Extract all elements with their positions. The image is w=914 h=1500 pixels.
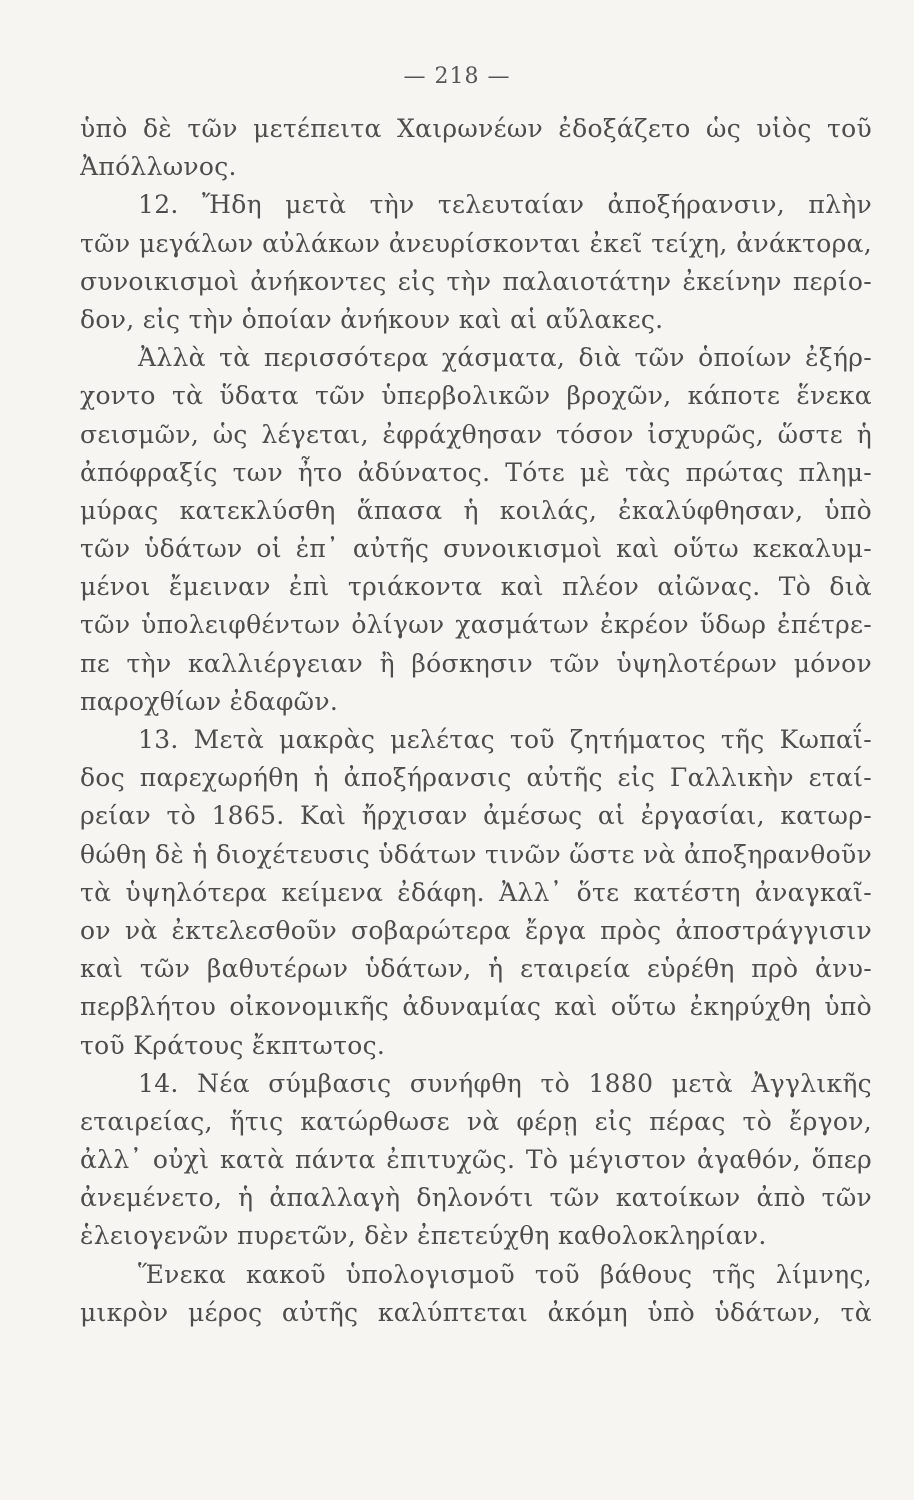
- text-line: τῶν ὑδάτων οἱ ἐπ᾽ αὐτῆς συνοικισμοὶ καὶ οὕτω κεκαλυμ-: [80, 534, 872, 564]
- text-line: μύρας κατεκλύσθη ἅπασα ἡ κοιλάς, ἐκαλύφθησαν, ὑπὸ: [80, 495, 872, 525]
- text-line: ὑπὸ δὲ τῶν μετέπειτα Χαιρωνέων ἐδοξάζετο ὡς υἱὸς τοῦ: [80, 114, 872, 143]
- text-line: μένοι ἔμειναν ἐπὶ τριάκοντα καὶ πλέον αἰῶνας. Τὸ διὰ: [80, 572, 872, 602]
- text-line: σεισμῶν, ὡς λέγεται, ἐφράχθησαν τόσον ἰσχυρῶς, ὥστε ἡ: [80, 419, 872, 449]
- text-line: ἑλειογενῶν πυρετῶν, δὲν ἐπετεύχθη καθολοκληρίαν.: [80, 1221, 767, 1251]
- text-line: ρείαν τὸ 1865. Καὶ ἤρχισαν ἀμέσως αἱ ἐργασίαι, κατωρ-: [80, 801, 872, 831]
- text-line: παροχθίων ἐδαφῶν.: [80, 686, 339, 716]
- text-line: 13. Μετὰ μακρὰς μελέτας τοῦ ζητήματος τῆς Κωπαΐ-: [138, 725, 872, 754]
- text-line: περβλήτου οἰκονομικῆς ἀδυναμίας καὶ οὕτω ἐκηρύχθη ὑπὸ: [80, 992, 872, 1022]
- text-line: Ἀλλὰ τὰ περισσότερα χάσματα, διὰ τῶν ὁποίων ἐξήρ-: [138, 343, 872, 373]
- text-line: δον, εἰς τὴν ὁποίαν ἀνήκουν καὶ αἱ αὔλακες.: [80, 304, 664, 334]
- text-line: Ἀπόλλωνος.: [80, 152, 237, 182]
- body-text: [80, 110, 872, 1332]
- text-line: ον νὰ ἐκτελεσθοῦν σοβαρώτερα ἔργα πρὸς ἀποστράγγισιν: [80, 915, 872, 945]
- text-line: καὶ τῶν βαθυτέρων ὑδάτων, ἡ εταιρεία εὑρέθη πρὸ ἀνυ-: [80, 954, 872, 984]
- text-line: Ἕνεκα κακοῦ ὑπολογισμοῦ τοῦ βάθους τῆς λίμνης,: [138, 1259, 872, 1289]
- text-line: μικρὸν μέρος αὐτῆς καλύπτεται ἀκόμη ὑπὸ ὑδάτων, τὰ: [80, 1297, 872, 1327]
- text-line: τὰ ὑψηλότερα κείμενα ἐδάφη. Ἀλλ᾽ ὅτε κατέστη ἀναγκαῖ-: [80, 877, 872, 907]
- text-line: ἀλλ᾽ οὐχὶ κατὰ πάντα ἐπιτυχῶς. Τὸ μέγιστον ἀγαθόν, ὅπερ: [80, 1145, 872, 1175]
- text-line: τοῦ Κράτους ἔκπτωτος.: [80, 1030, 386, 1060]
- text-line: θώθη δὲ ἡ διοχέτευσις ὑδάτων τινῶν ὥστε νὰ ἀποξηρανθοῦν: [80, 839, 872, 869]
- text-line: 14. Νέα σύμβασις συνήφθη τὸ 1880 μετὰ Ἀγγλικῆς: [138, 1068, 872, 1098]
- text-line: πε τὴν καλλιέργειαν ἢ βόσκησιν τῶν ὑψηλοτέρων μόνον: [80, 648, 872, 678]
- text-line: ἀπόφραξίς των ἦτο ἀδύνατος. Τότε μὲ τὰς πρώτας πλημ-: [80, 457, 872, 487]
- text-line: εταιρείας, ἥτις κατώρθωσε νὰ φέρῃ εἰς πέρας τὸ ἔργον,: [80, 1106, 872, 1136]
- text-line: ἀνεμένετο, ἡ ἀπαλλαγὴ δηλονότι τῶν κατοίκων ἀπὸ τῶν: [80, 1183, 872, 1213]
- text-line: συνοικισμοὶ ἀνήκοντες εἰς τὴν παλαιοτάτην ἐκείνην περίο-: [80, 266, 872, 296]
- text-line: χοντο τὰ ὕδατα τῶν ὑπερβολικῶν βροχῶν, κάποτε ἕνεκα: [80, 381, 872, 411]
- page-number: — 218 —: [403, 64, 511, 89]
- text-line: τῶν μεγάλων αὐλάκων ἀνευρίσκονται ἐκεῖ τείχη, ἀνάκτορα,: [80, 228, 872, 258]
- text-line: τῶν ὑπολειφθέντων ὀλίγων χασμάτων ἐκρέον ὕδωρ ἐπέτρε-: [80, 610, 872, 640]
- text-line: δος παρεχωρήθη ἡ ἀποξήρανσις αὐτῆς εἰς Γαλλικὴν εταί-: [80, 763, 872, 793]
- text-line: 12. Ἤδη μετὰ τὴν τελευταίαν ἀποξήρανσιν, πλὴν: [138, 190, 872, 220]
